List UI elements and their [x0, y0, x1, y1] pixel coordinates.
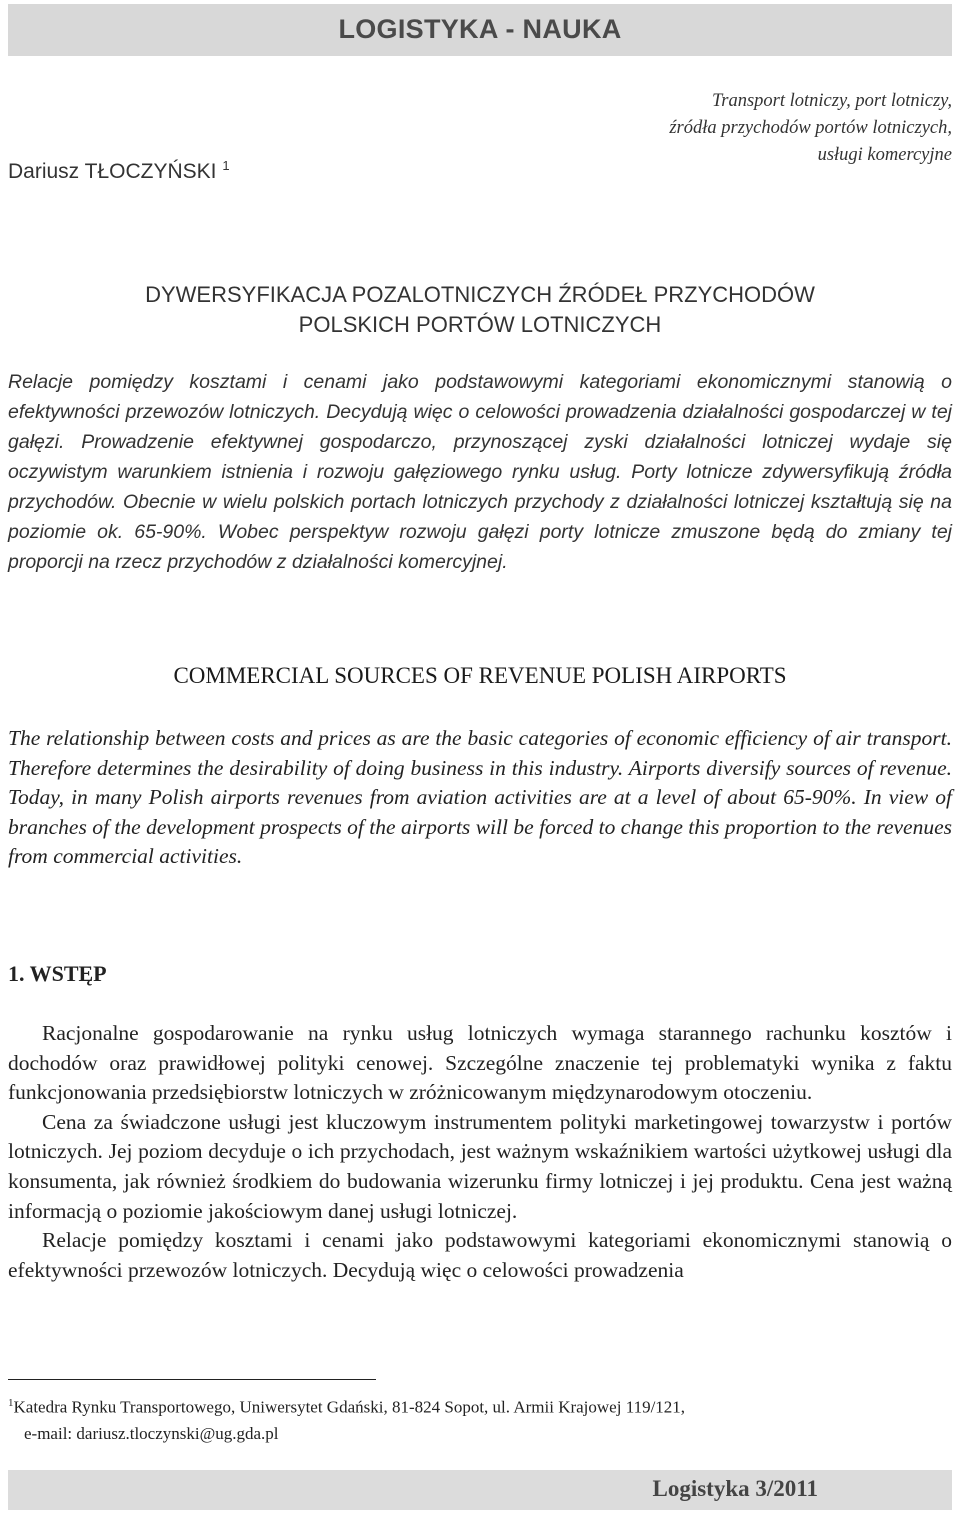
- abstract-pl: Relacje pomiędzy kosztami i cenami jako podstawowymi kategoriami ekonomicznymi stanowią o efektywności przewozów lotniczych. Decydują więc o celowości prowadzenia działalności gospodarczej w tej gałęzi. Prowadzenie efektywnej gospodarczo, przynoszącej zyski działalności lotniczej wydaje się oczywistym warunkiem istnienia i rozwoju gałęziowego rynku usług. Porty lotnicze zdywersyfikują źródła przychodów. Obecnie w wielu polskich portach lotniczych przychody z działalności lotniczej kształtują się na poziomie ok. 65-90%. Wobec perspektyw rozwoju gałęzi porty lotnicze zmuszone będą do zmiany tej proporcji na rzecz przychodów z działalności komercyjnej.: [8, 371, 952, 573]
- keyword-line: źródła przychodów portów lotniczych,: [669, 118, 952, 138]
- footnote-affiliation: Katedra Rynku Transportowego, Uniwersytet Gdański, 81-824 Sopot, ul. Armii Krajowej 119/121,: [13, 1397, 686, 1417]
- footnote-email: e-mail: dariusz.tloczynski@ug.gda.pl: [24, 1423, 279, 1443]
- journal-title: LOGISTYKA - NAUKA: [338, 14, 622, 44]
- abstract-en: The relationship between costs and prices as are the basic categories of economic efficiency of air transport. Therefore determines the desirability of doing business in this industry. Airports diversify sources of revenue. Today, in many Polish airports revenues from aviation activities are at a level of about 65-90%. In view of branches of the development prospects of the airports will be forced to change this proportion to the revenues from commercial activities.: [8, 726, 952, 869]
- keyword-line: Transport lotniczy, port lotniczy,: [711, 91, 952, 111]
- footnote-divider: [8, 1379, 376, 1380]
- article-title-en: COMMERCIAL SOURCES OF REVENUE POLISH AIRPORTS: [173, 663, 787, 688]
- title-pl-line: POLSKICH PORTÓW LOTNICZYCH: [298, 312, 662, 337]
- body-text: [8, 1019, 952, 1285]
- paragraph: Cena za świadczone usługi jest kluczowym instrumentem polityki marketingowej towarzystw i portów lotniczych. Jej poziom decyduje o ich przychodach, jest ważnym wskaźnikiem wartości użytkowej usługi dla konsumenta, jak również środkiem do budowania wizerunku firmy lotniczej i jej produktu. Cena jest ważną informacją o poziomie jakościowym danej usługi lotniczej.: [8, 1109, 952, 1223]
- title-pl-line: DYWERSYFIKACJA POZALOTNICZYCH ŹRÓDEŁ PRZYCHODÓW: [145, 282, 815, 307]
- author: [8, 158, 230, 184]
- author-name: Dariusz TŁOCZYŃSKI: [8, 160, 217, 183]
- section-heading: 1. WSTĘP: [8, 961, 107, 986]
- keyword-line: usługi komercyjne: [817, 145, 952, 165]
- paragraph: Relacje pomiędzy kosztami i cenami jako podstawowymi kategoriami ekonomicznymi stanowią o efektywności przewozów lotniczych. Decydują więc o celowości prowadzenia: [8, 1228, 952, 1282]
- author-footnote-mark: 1: [222, 158, 230, 173]
- footnote: [8, 1390, 952, 1447]
- footer-issue: Logistyka 3/2011: [652, 1476, 818, 1501]
- footnote-mark: 1: [8, 1397, 14, 1409]
- paragraph: Racjonalne gospodarowanie na rynku usług lotniczych wymaga starannego rachunku kosztów i dochodów oraz prawidłowej polityki cenowej. Szczególne znaczenie tej problematyki wynika z faktu funkcjonowania przedsiębiorstw lotniczych w zróżnicowanym międzynarodowym otoczeniu.: [8, 1021, 952, 1105]
- article-title-pl: [0, 280, 960, 340]
- keywords: [432, 88, 952, 169]
